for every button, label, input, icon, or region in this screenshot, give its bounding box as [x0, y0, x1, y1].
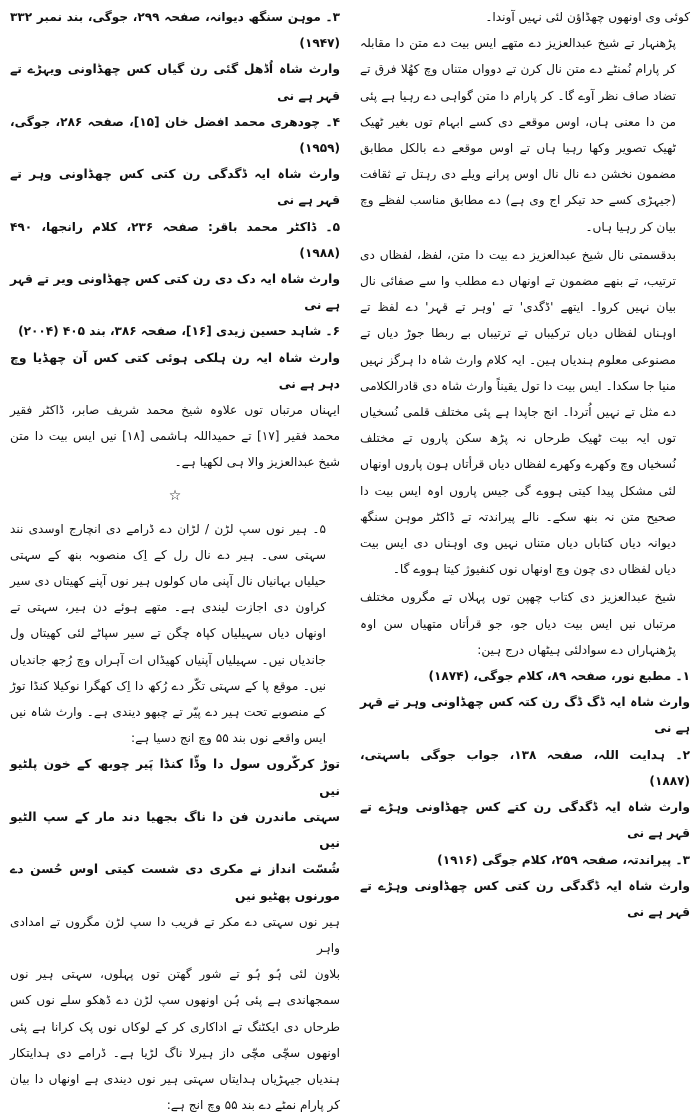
reference-entry	[360, 847, 690, 926]
reference-head: ۱۔ مطبع نور، صفحہ ۸۹، کلام جوگی، (۱۸۷۴)	[428, 669, 690, 684]
reference-head: ۵۔ ڈاکٹر محمد باقر: صفحہ ۲۳۶، کلام رانجھا، ۴۹۰ (۱۹۸۸)	[10, 219, 341, 260]
reference-entry	[10, 109, 340, 214]
reference-entry	[360, 742, 690, 847]
reference-entry	[10, 318, 340, 397]
reference-entry	[10, 4, 340, 109]
verse-line: سہتی ماندرن فن دا ناگ بجھیا دند مار کے سپ الٹیو نیں	[10, 809, 340, 851]
verse-line: شُسّت انداز نے مکری دی شست کیتی اوس حُسن دے مورنوں پھٹیو نیں	[10, 862, 340, 903]
right-column	[360, 4, 690, 947]
reference-head: ۳۔ موہن سنگھ دیوانہ، صفحہ ۲۹۹، جوگی، بند نمبر ۳۳۲ (۱۹۴۷)	[10, 10, 341, 51]
paragraph-comparison: پڑھنہار تے شیخ عبدالعزیز دے متھے ایس بیت دے متن دا مقابلہ کر پارام نُمنٹے دے متن نال کرن تے دوواں متناں وچ کھُلا فرق تے تضاد صاف نظر آوے گا۔ کر پارام دا متن گواہی دے رہیا ہے پئی من دا معنی ہاں، اوس موقعے دی کسے ابہام توں بغیر ٹھیک ٹھیک تصویر وکھا رہیا ہاں تے اوس موقعے دے بالکل مطابق مضمون نخشن دے نال نال اوس پرانے ویلے دی رہتل تے ثقافت (جیہڑی کسے حد تیکر اج وی ہے) دے مطابق مناسب لفظے وچ بیان کر رہیا ہاں۔	[360, 36, 676, 234]
reference-verse: وارث شاہ اُڈھل گئی رن گیاں کس چھڈاونی ویہڑے تے قہر ہے نی	[10, 62, 340, 103]
reference-verse: وارث شاہ ایہ ڈگ ڈگ رن کتہ کس چھڈاونی وہر تے قہر ہے نی	[360, 695, 690, 736]
reference-head: ۴۔ چودھری محمد افضل خان [۱۵]، صفحہ ۲۸۶، جوگی، (۱۹۵۹)	[10, 114, 340, 156]
reference-verse: وارث شاہ ایہ رن ہلکی ہوئی کتی کس آن چھڈیا وچ دہر ہے نی	[10, 350, 340, 391]
opening-line: کوئی وی اونھوں چھڈاؤن لئی نہیں آوندا۔	[485, 10, 690, 24]
reference-entry	[10, 214, 340, 319]
verse-line: توڑ کرکّروں سول دا وڈّا کنڈا پَیر چوبھ کے خون پلٹیو نیں	[10, 757, 340, 798]
closing-note: ایہناں مرتباں توں علاوہ شیخ محمد شریف صابر، ڈاکٹر فقیر محمد فقیر [۱۷] تے حمیداللہ ہاشمی [۱۸] نیں ایس بیت دا متن شیخ عبدالعزیز والا ہی لکھیا ہے۔	[10, 403, 340, 470]
reference-head: ۲۔ ہدایت اللہ، صفحہ ۱۳۸، جواب جوگی باسہتی، (۱۸۸۷)	[360, 747, 690, 788]
reference-head: ۳۔ پیراندتہ، صفحہ ۲۵۹، کلام جوگی (۱۹۱۶)	[437, 852, 690, 867]
reference-head: ۶۔ شاہد حسین زیدی [۱۶]، صفحہ ۳۸۶، بند ۴۰۵ (۲۰۰۴)	[18, 324, 340, 339]
reference-verse: وارث شاہ ایہ ڈگدگی رن کتی کس چھڈاونی وہڑے تے قہر ہے نی	[360, 878, 690, 919]
after-verse-paragraph: بلاون لئی ہُو ہُو تے شور گھتن توں پہلوں، سہتی ہیر نوں سمجھاندی ہے پئی ہُن اونھوں سپ لڑن دے ڈھکو سلے نوں کس طرحاں دی ایکٹنگ تے اداکاری کر کے لوکاں نوں پک کرانا ہے پئی اونھوں سچّی مچّی داز ہیرلا ناگ لڑیا ہے۔ ڈرامے دی ہدایتکار ہندیاں جیہڑیاں ہدایتاں سہتی ہیر نوں دیندی ہے اونھاں دا بیان کر پارام نمٹے دے بند ۵۵ وچ انج ہے:	[10, 967, 340, 1113]
reference-verse: وارث شاہ ایہ ڈگدگی رن کتی کس چھڈاونی وہر تے قہر ہے نی	[10, 167, 340, 208]
paragraph-misfortune: بدقسمتی نال شیخ عبدالعزیز دے بیت دا متن، لفظ، لفظاں دی ترتیب، تے بنھے مضمون تے اونھاں دے مطلب وا سے صفائی نال بیان نہیں کروا۔ ایتھے 'ڈگدی' تے 'وہر تے قہر' دے لفظ تے اوہناں لفظاں دیاں ترکیباں تے ترتیباں بے ربطا جوڑ دیاں تے مصنوعی معلوم ہندیاں ہین۔ ایہ کلام وارث شاہ دا ہرگز نہیں منیا جا سکدا۔ ایس بیت دا تول یقیناً وارث شاہ دی قادرالکلامی دے مثل تے نہیں اُتردا۔ انج جاپدا ہے پئی مختلف قلمی نُسخیاں توں ایہ بیت ٹھیک طرحاں نہ پڑھ سکن پاروں تے مختلف نُسخیاں وچ وکھرے وکھرے لفظاں دیاں قرأتاں ہون پاروں اونھاں لئی مشکل پیدا کیتی ہووے گی جیس پاروں اوہ ایس بیت دا صحیح متن نہ بنھ سکے۔ نالے پیراندتہ تے ڈاکٹر موہن سنگھ دیوانہ دیاں کتاباں دیاں متناں نہیں وی اوہناں دی ایس بیت دیاں لفظاں دی چون وچ اونھاں نوں کنفیوژ کیتا ہووے گا۔	[360, 247, 676, 577]
reference-entry	[360, 663, 690, 742]
section-paragraph: ۵۔ ہیر نوں سپ لڑن / لڑان دے ڈرامے دی انچارج اوسدی نند سہتی سی۔ ہیر دے نال رل کے اِک منصوبہ بنھ کے سہتی حیلیاں بہانیاں نال آپنی ماں کولوں ہیر نوں آپنے کھیتاں دی سیر کراون دی اجازت لیندی ہے۔ متھے ہوئے دن ہیر، سہتی تے اونھاں دیاں سہیلیاں کپاہ چگن تے سیر سپاٹے لئی کھیتاں ول جاندیاں نیں۔ سہیلیاں آپنیاں کھیڈاں ات آہراں وچ رُجھ جاندیاں نیں۔ موقع پا کے سہتی تکّر دے رُکھ دا اِک کھگرا نوکیلا کنڈا توڑ کے منصوبے تحت ہیر دے پیّر تے چبھو دیندی ہے۔ وارث شاہ نیں ایس واقعے نوں بند ۵۵ وچ انج دسیا ہے:	[10, 521, 326, 746]
paragraph-editions-intro: شیخ عبدالعزیز دی کتاب چھپن توں پہلاں تے مگروں مختلف مرتباں نیں ایس بیت دیاں جو، جو قرأتاں متھیاں سن اوہ پڑھنہاراں دے سوادلئی ہیٹھاں درج ہین:	[360, 590, 676, 657]
verse-block	[10, 751, 340, 961]
verse-line: ہیر نوں سہتی دے مکر تے فریب دا سپ لڑن مگروں تے امدادی واہر	[10, 914, 340, 955]
reference-verse: وارث شاہ ایہ ڈگدگی رن کتے کس چھڈاونی وہڑے تے قہر ہے نی	[360, 800, 690, 841]
star-separator-icon: ☆	[168, 487, 182, 504]
left-column	[10, 4, 341, 1113]
reference-verse: وارث شاہ ایہ دک دی رن کتی کس چھڈاونی ویر تے قہر ہے نی	[10, 272, 340, 313]
